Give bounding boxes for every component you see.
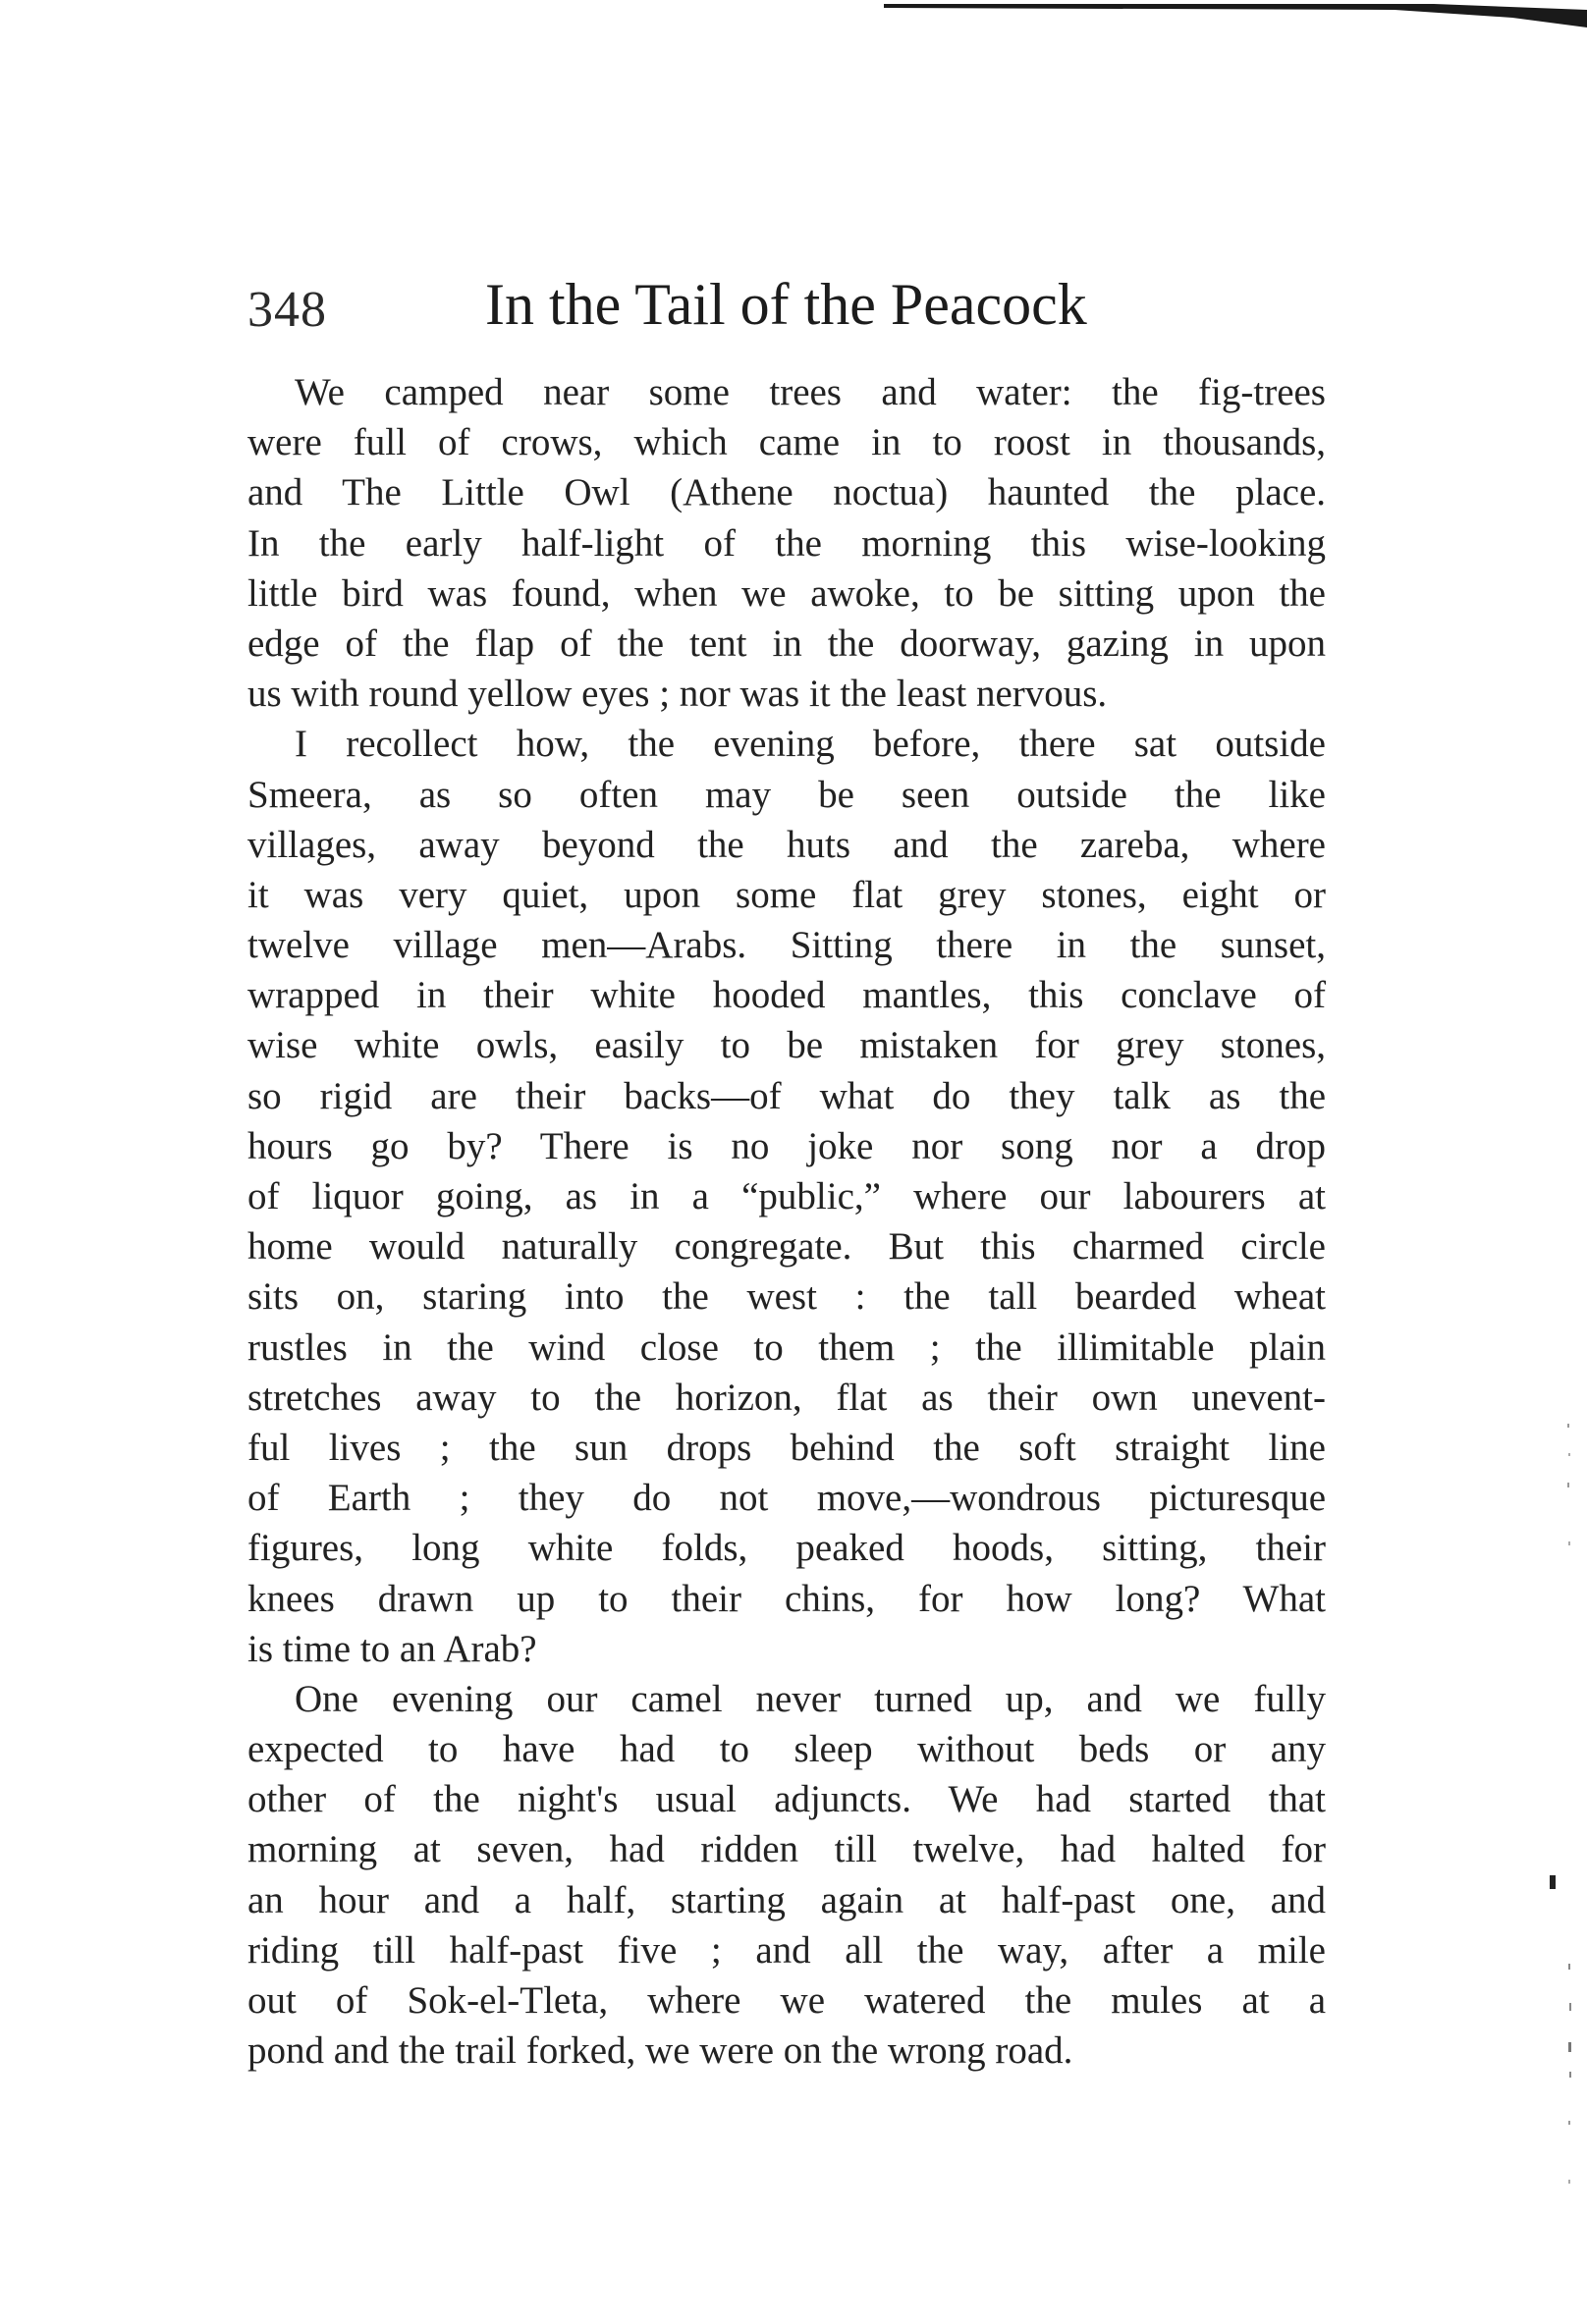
text-line: ful lives ; the sun drops behind the soft straight line <box>247 1426 1326 1469</box>
body-text <box>247 367 1326 2076</box>
text-line: wrapped in their white hooded mantles, this conclave of <box>247 974 1326 1017</box>
scan-edge-mark <box>884 0 1587 27</box>
paragraph-1 <box>247 367 1326 719</box>
text-line: figures, long white folds, peaked hoods, sitting, their <box>247 1527 1326 1570</box>
text-line: Smeera, as so often may be seen outside the like <box>247 773 1326 816</box>
text-line: and The Little Owl (Athene noctua) haunted the place. <box>247 471 1326 514</box>
page-header <box>247 267 1328 355</box>
text-line: other of the night's usual adjuncts. We had started that <box>247 1778 1326 1821</box>
text-line: sits on, staring into the west : the tall bearded wheat <box>247 1275 1326 1319</box>
text-line: of Earth ; they do not move,—wondrous picturesque <box>247 1477 1326 1520</box>
text-line: so rigid are their backs—of what do they talk as the <box>247 1074 1326 1117</box>
page-number: 348 <box>247 282 327 338</box>
text-line: One evening our camel never turned up, and we fully <box>295 1677 1326 1720</box>
text-line: pond and the trail forked, we were on the wrong road. <box>247 2029 1073 2073</box>
text-line: villages, away beyond the huts and the zareba, where <box>247 823 1326 866</box>
paragraph-3 <box>247 1674 1326 2077</box>
text-line: is time to an Arab? <box>247 1627 537 1670</box>
text-line: it was very quiet, upon some flat grey stones, eight or <box>247 873 1326 916</box>
text-line: stretches away to the horizon, flat as their own unevent- <box>247 1376 1326 1419</box>
text-line: hours go by? There is no joke nor song nor a drop <box>247 1124 1326 1167</box>
text-line: In the early half-light of the morning this wise-looking <box>247 521 1326 565</box>
text-line: little bird was found, when we awoke, to be sitting upon the <box>247 571 1326 615</box>
text-line: of liquor going, as in a “public,” where our labourers at <box>247 1175 1326 1217</box>
text-line: an hour and a half, starting again at half-past one, and <box>247 1878 1326 1921</box>
text-line: twelve village men—Arabs. Sitting there in the sunset, <box>247 924 1326 967</box>
text-line: rustles in the wind close to them ; the illimitable plain <box>247 1325 1326 1369</box>
margin-specks <box>1542 1414 1581 2219</box>
text-line: riding till half-past five ; and all the way, after a mile <box>247 1928 1326 1972</box>
text-line: knees drawn up to their chins, for how long? What <box>247 1577 1326 1620</box>
text-line: were full of crows, which came in to roost in thousands, <box>247 421 1326 464</box>
text-line: out of Sok-el-Tleta, where we watered the mules at a <box>247 1979 1326 2022</box>
text-line: home would naturally congregate. But this charmed circle <box>247 1225 1326 1269</box>
text-line: wise white owls, easily to be mistaken for grey stones, <box>247 1024 1326 1067</box>
text-line: I recollect how, the evening before, there sat outside <box>295 723 1326 766</box>
paragraph-2 <box>247 719 1326 1674</box>
text-line: edge of the flap of the tent in the doorway, gazing in upon <box>247 622 1326 665</box>
text-line: We camped near some trees and water: the fig-trees <box>295 371 1326 413</box>
text-line: expected to have had to sleep without beds or any <box>247 1728 1326 1771</box>
text-line: morning at seven, had ridden till twelve, had halted for <box>247 1828 1326 1871</box>
running-title: In the Tail of the Peacock <box>485 272 1087 337</box>
text-line: us with round yellow eyes ; nor was it the least nervous. <box>247 673 1108 716</box>
